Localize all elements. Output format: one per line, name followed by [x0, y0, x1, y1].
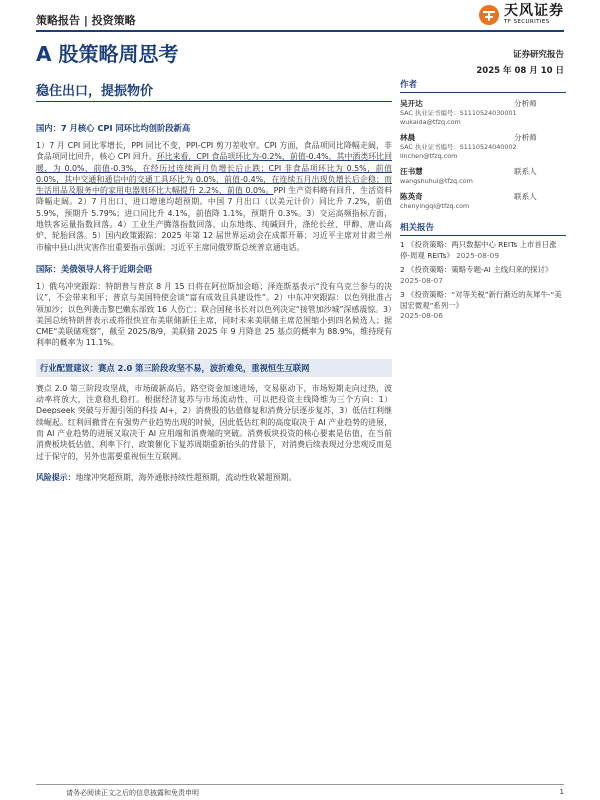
logo-en-text: TF SECURITIES	[504, 19, 550, 25]
related-report-text: 3 《投资策略：“对等关税”新行渐近的灰犀牛-“美国宏微观”系列一》	[400, 290, 562, 310]
related-report-item[interactable]	[400, 240, 566, 261]
domestic-intro: 1）7 月 CPI 同比零增长，PPI 同比不变，PPI-CPI 剪刀差收窄。CPI 方面，食品项同比降幅走阔，非食品项同比回升，核心 CPI 回升。	[36, 141, 392, 162]
author-card	[400, 192, 566, 211]
author-name: 林晨	[400, 133, 416, 142]
author-email[interactable]: linchen@tfzq.com	[400, 152, 458, 160]
author-cert: SAC 执业证书编号：S1110524040002	[400, 143, 517, 151]
section-heading-international: 国际：美俄领导人将于近期会晤	[36, 263, 153, 274]
report-type: 证券研究报告	[512, 50, 564, 60]
page-number: 1	[559, 788, 564, 796]
author-role: 联系人	[514, 192, 537, 201]
related-report-item[interactable]	[400, 290, 566, 322]
subtitle-divider	[36, 101, 392, 102]
author-card	[400, 133, 566, 161]
related-reports	[400, 221, 566, 322]
company-logo	[478, 4, 564, 26]
risk-text: 地缘冲突超预期，海外通胀持续性超预期，流动性收紧超预期。	[75, 472, 297, 482]
authors-title: 作者	[400, 78, 566, 93]
section-heading-domestic: 国内：7 月核心 CPI 同环比均创阶段新高	[36, 123, 191, 133]
related-report-date: 2025-08-09	[456, 250, 500, 260]
report-category: 策略报告 | 投资策略	[36, 14, 136, 27]
footer-disclaimer[interactable]: 请务必阅读正文之后的信息披露和免责申明	[66, 789, 199, 797]
footer-divider	[36, 784, 564, 785]
related-report-text: 2 《投资策略：策略专题-AI 主线归来的探讨》	[400, 265, 553, 274]
main-content	[36, 104, 392, 483]
related-report-text: 1 《投资策略：两只数据中心 REITs 上市首日涨停-周观 REITs》	[400, 240, 557, 260]
section-body-international: 1）俄乌冲突跟踪：特朗普与普京 8 月 15 日将在阿拉斯加会晤；泽连斯基表示“没有乌克兰参与的决议”，不会带来和平；普京与美国特使会谈“富有成效且具建设性”。2）中东冲突跟踪：以色列批准占领加沙；以色列袭击黎巴嫩东部致 16 人伤亡；联合国秘书长对以色列决定“接管加沙城”深感震惊。3）美国总统特朗普表示或将很快宣布美联储新任主席，同时未来美联储主席范围缩小到四名候选人；据 CME“美联储观察”，截至 2025/8/9，美联储 2025 年 9 月降息 25 基点的概率为 88.9%，维持现有利率的概率为 11.1%。	[36, 281, 392, 348]
page-title: A 股策略周思考	[36, 42, 179, 66]
logo-cn-text: 天风证券	[504, 3, 564, 19]
author-card	[400, 167, 566, 186]
author-role: 分析师	[514, 99, 537, 108]
author-email[interactable]: chenyingqi@tfzq.com	[400, 202, 470, 210]
report-subtitle: 稳住出口，提振物价	[36, 84, 154, 99]
sidebar	[400, 78, 566, 322]
section-body-domestic	[36, 140, 392, 253]
risk-warning	[36, 472, 392, 483]
related-report-item[interactable]	[400, 265, 566, 286]
tf-logo-icon	[478, 4, 500, 26]
header-divider	[36, 30, 564, 32]
author-card	[400, 99, 566, 127]
author-email[interactable]: wukaida@tfzq.com	[400, 118, 461, 126]
author-cert: SAC 执业证书编号：S1110524030001	[400, 109, 517, 117]
author-role: 联系人	[514, 167, 537, 176]
author-name: 吴开达	[400, 99, 423, 108]
risk-label: 风险提示：	[36, 472, 76, 482]
related-report-date: 2025-08-07	[400, 275, 443, 285]
domestic-highlight: 环比来看，CPI 食品项环比为-0.2%，前值-0.4%，其中酒类环比回暖，为 0.0%，前值-0.3%，在经历过连续两月负增长后止跌；CPI 非食品项环比为 0.5%，前值 0.0%，其中交通和通信中的交通工具环比为 0.0%，前值-0.4%，在连续五月出现负增长后企稳；而生活用品及服务中的家用电器则环比大幅提升 2.2%，前值 0.0%。	[36, 152, 392, 196]
author-name: 陈英奇	[400, 192, 423, 201]
author-email[interactable]: wangshuhui@tfzq.com	[400, 177, 473, 185]
related-title: 相关报告	[400, 221, 566, 236]
author-role: 分析师	[514, 133, 537, 142]
author-name: 汪书慧	[400, 167, 423, 176]
section-heading-industry: 行业配置建议：赛点 2.0 第三阶段攻坚不易，波折难免，重视恒生互联网	[36, 359, 392, 377]
section-body-industry: 赛点 2.0 第三阶段攻坚战，市场破新高后，路空资金加速进场，交易驱动下，市场短期走向过热，波动率将放大，注意稳扎稳打。根据经济复苏与市场流动性，可以把投资主线降维为三个方向：1）Deepseek 突破与开源引领的科技 AI+，2）消费股的估值修复和消费分层逐步复苏，3）低估红利继续崛起。红利回撤背在有强势产业趋势出现的时候，因此低估红利的高度取决于 AI 产业趋势的进展，而 AI 产业趋势的进展又取决于 AI 应用端和消费端的突破。消费板块投资的核心要素是估值，在当前消费板块低估值、利率下行、政策催化下复苏周期重新抬头的背景下，对消费后续表现过分悲观反而是过于保守的，另外也需要重视恒生互联网。	[36, 383, 392, 461]
domestic-tail: PPI 生产资料略有回升，生活资料降幅走阔。2）7 月出口、进口增速均超预期。中国 7 月出口（以美元计价）同比升 7.2%，前值 5.9%，预期升 5.79%；进口同比升 4.1%，前值降 1.1%，预期升 0.3%。3）交运高频指标方面，地铁客运量指数回落。4）工业生产腾落指数回落，山东地炼、纯碱回升，涤纶长丝、甲醇、唐山高炉、轮胎回落。5）国内政策跟踪：2025 年第 12 届世界运动会在成都开幕；习近平主席对甘肃兰州市榆中县山洪灾害作出重要指示强调；习近平主席同俄罗斯总统普京通电话。	[36, 186, 392, 252]
related-report-date: 2025-08-06	[400, 311, 443, 320]
report-date: 2025 年 08 月 10 日	[476, 66, 564, 76]
